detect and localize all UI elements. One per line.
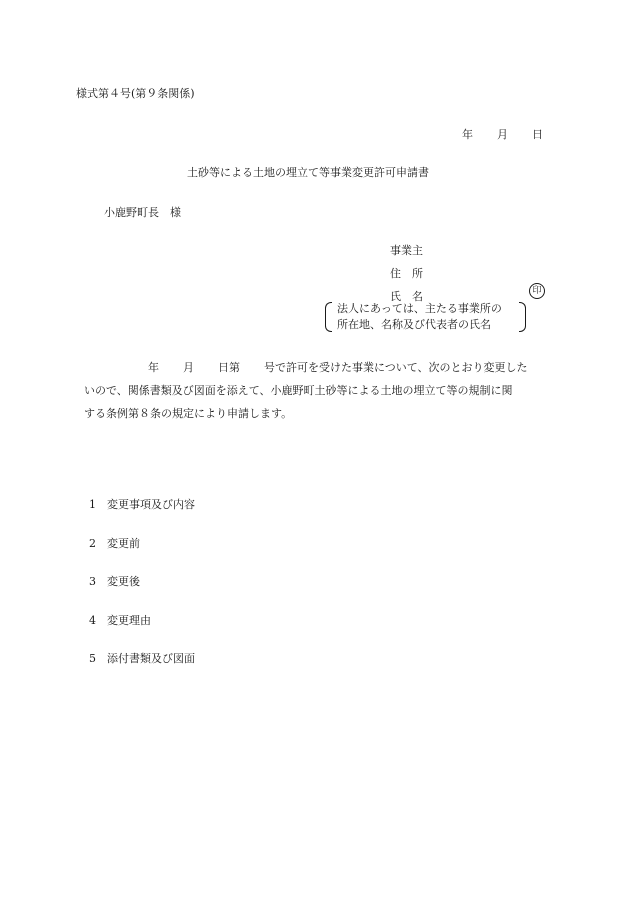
form-number: 様式第４号(第９条関係) (76, 87, 195, 100)
body-line-3: する条例第８条の規定により申請します。 (84, 407, 293, 420)
addressee: 小鹿野町長 様 (104, 206, 181, 219)
corporate-note-line: 所在地、名称及び代表者の氏名 (337, 318, 491, 331)
applicant-label: 事業主 (390, 244, 423, 257)
date-line (462, 126, 543, 142)
bracket-right (519, 302, 526, 332)
date-month: 月 (497, 128, 508, 141)
body-month: 月 (183, 361, 194, 374)
body-line-2: いので、関係書類及び図面を添えて、小鹿野町土砂等による土地の埋立て等の規制に関 (84, 384, 513, 397)
list-item: 1 変更事項及び内容 (89, 498, 195, 511)
date-day: 日 (532, 128, 543, 141)
body-year: 年 (148, 361, 159, 374)
address-label: 住 所 (390, 267, 423, 280)
body-text: 号で許可を受けた事業について、次のとおり変更した (264, 361, 528, 374)
list-item: 3 変更後 (89, 575, 140, 588)
list-item: 2 変更前 (89, 536, 140, 550)
bracket-left (325, 302, 332, 332)
name-label: 氏 名 (390, 290, 423, 303)
document-title: 土砂等による土地の埋立て等事業変更許可申請書 (187, 166, 429, 179)
body-day-number: 日第 (218, 361, 240, 374)
list-item: 5 添付書類及び図面 (89, 652, 195, 665)
item-list (89, 496, 195, 689)
corporate-note-line: 法人にあっては、主たる事業所の (337, 302, 502, 315)
list-item: 4 変更理由 (89, 613, 151, 627)
application-body (84, 356, 554, 425)
seal-mark: 印 (529, 283, 545, 299)
date-year: 年 (462, 128, 473, 141)
body-line-1 (84, 356, 554, 379)
